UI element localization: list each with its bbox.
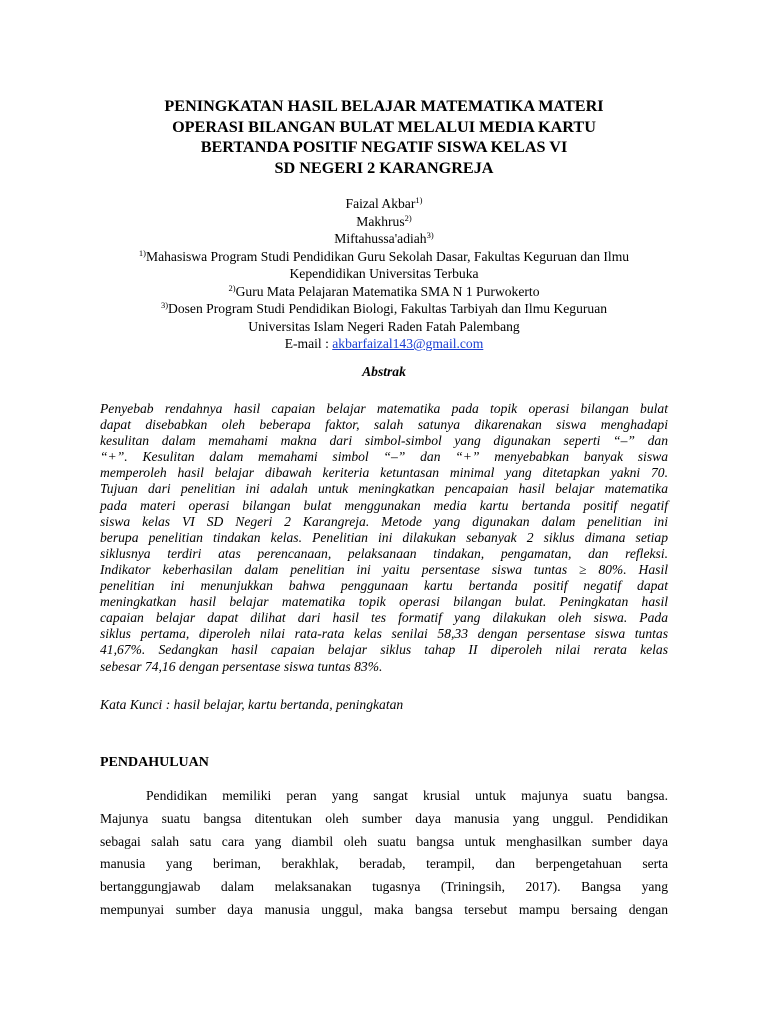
abstract-line: “+”. Kesulitan dalam memahami simbol “–” dan “+” menyebabkan banyak siswa: [100, 449, 668, 465]
abstract-line: pada materi operasi bilangan bulat menggunakan media kartu bertanda positif negatif: [100, 497, 668, 513]
abstract-line: penelitian ini menunjukkan bahwa penggunaan kartu bertanda positif negatif dapat: [100, 578, 668, 594]
author-2: Makhrus$^{2)}$: [356, 212, 412, 229]
body-paragraph: [100, 785, 668, 922]
body-line: bertanggungjawab dalam melaksanakan tugasnya (Triningsih, 2017). Bangsa yang: [100, 879, 668, 895]
abstract-text: [100, 401, 668, 675]
keywords: Kata Kunci : hasil belajar, kartu bertanda, peningkatan: [100, 697, 404, 712]
affiliation-2: $^{2)}$Guru Mata Pelajaran Matematika SMA N 1 Purwokerto: [228, 282, 540, 299]
body-line: Pendidikan memiliki peran yang sangat krusial untuk majunya suatu bangsa.: [146, 788, 668, 803]
body-line: manusia yang beriman, berakhlak, beradab, terampil, dan berpengetahuan serta: [100, 856, 668, 872]
abstract-line: Penyebab rendahnya hasil capaian belajar matematika pada topik operasi bilangan bulat: [100, 401, 668, 416]
body-line: mempunyai sumber daya manusia unggul, maka bangsa tersebut mampu bersaing dengan: [100, 901, 668, 917]
abstract-line: kesulitan dalam memahami makna dari simbol-simbol yang digunakan seperti “–” dan: [100, 433, 668, 449]
abstract-line: capaian belajar dapat dilihat dari hasil tes formatif yang dilakukan oleh siswa. Pada: [100, 610, 668, 626]
section-heading: PENDAHULUAN: [100, 755, 209, 770]
affiliation-1: $^{1)}$Mahasiswa Program Studi Pendidikan Guru Sekolah Dasar, Fakultas Keguruan dan Ilmu: [138, 247, 630, 264]
email-line: E-mail : akbarfaizal143@gmail.com: [284, 336, 484, 351]
abstract-line: Tujuan dari penelitian ini adalah untuk meningkatkan pencapaian hasil belajar matematika: [100, 481, 668, 497]
title-line: PENINGKATAN HASIL BELAJAR MATEMATIKA MATERI: [164, 97, 604, 115]
paper-title: [100, 96, 668, 178]
abstract-line: 41,67%. Sedangkan hasil capaian belajar siklus tahap II diperoleh nilai rerata kelas: [100, 642, 668, 658]
abstract-line: dapat disebabkan oleh beberapa faktor, salah satunya dikarenakan siswa menghadapi: [100, 417, 668, 433]
title-line: SD NEGERI 2 KARANGREJA: [274, 158, 494, 177]
author-1: Faizal Akbar$^{1)}$: [345, 195, 423, 211]
author-3: Miftahussa'adiah$^{3)}$: [334, 230, 434, 246]
email-link[interactable]: akbarfaizal143@gmail.com: [332, 336, 484, 351]
abstract-line: siswa kelas VI SD Negeri 2 Karangreja. Metode yang digunakan dalam penelitian ini: [100, 513, 668, 529]
affiliation-3-cont: Universitas Islam Negeri Raden Fatah Palembang: [248, 318, 520, 334]
abstract-line: memperoleh hasil belajar dibawah keriteria ketuntasan minimal yang ditetapkan yakni 70.: [100, 465, 668, 481]
body-line: Majunya suatu bangsa ditentukan oleh sumber daya manusia yang unggul. Pendidikan: [100, 810, 668, 826]
abstract-line: sebesar 74,16 dengan persentase siswa tuntas 83%.: [100, 658, 383, 674]
abstract-heading: Abstrak: [362, 364, 406, 379]
abstract-line: meningkatkan hasil belajar matematika topik operasi bilangan bulat. Peningkatan hasil: [100, 594, 668, 610]
abstract-line: siklusnya terdiri atas perencanaan, pelaksanaan tindakan, pengamatan, dan refleksi.: [100, 545, 668, 561]
abstract-line: siklus pertama, diperoleh nilai rata-rata kelas senilai 58,33 dengan persentase siswa tuntas: [100, 626, 668, 642]
affiliation-1-cont: Kependidikan Universitas Terbuka: [289, 266, 479, 281]
title-line: OPERASI BILANGAN BULAT MELALUI MEDIA KARTU: [172, 117, 596, 136]
title-line: BERTANDA POSITIF NEGATIF SISWA KELAS VI: [200, 138, 568, 156]
abstract-line: berupa penelitian tindakan kelas. Penelitian ini dilakukan sebanyak 2 siklus dimana setiap: [100, 529, 668, 545]
body-line: sebagai salah satu cara yang diambil oleh suatu bangsa untuk menghasilkan sumber daya: [100, 833, 668, 849]
affiliation-3: $^{3)}$Dosen Program Studi Pendidikan Biologi, Fakultas Tarbiyah dan Ilmu Keguruan: [160, 300, 608, 316]
author-block: [96, 195, 672, 353]
abstract-line: Indikator keberhasilan dalam penelitian ini yaitu persentase siswa tuntas ≥ 80%. Hasil: [100, 561, 668, 577]
